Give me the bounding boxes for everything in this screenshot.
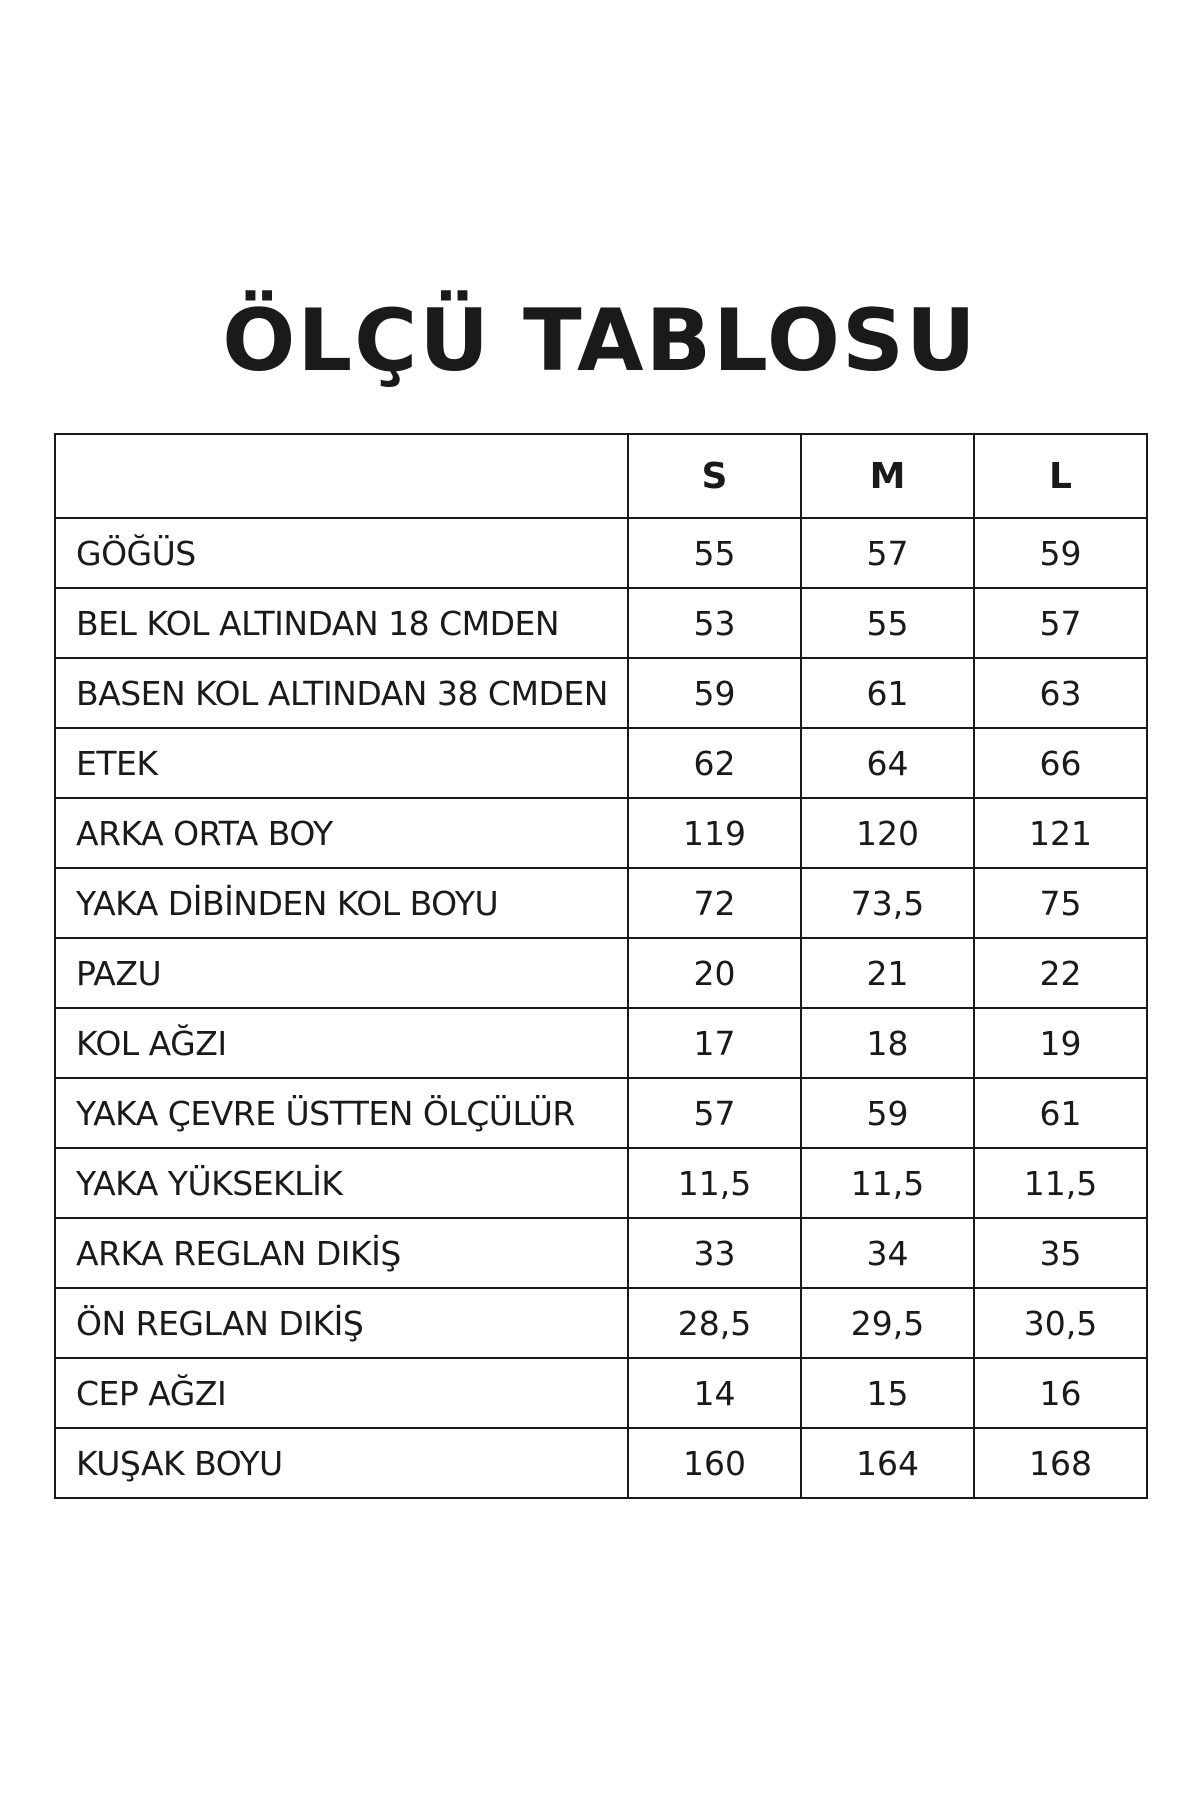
value-cell-m: 15 [801,1358,974,1428]
measurement-label: KOL AĞZI [55,1008,628,1078]
size-chart-table [54,433,1148,1499]
value-cell-l: 11,5 [974,1148,1147,1218]
value-cell-s: 55 [628,518,801,588]
table-row [55,588,1147,658]
measurement-label: PAZU [55,938,628,1008]
measurement-label: ARKA ORTA BOY [55,798,628,868]
measurement-label: YAKA ÇEVRE ÜSTTEN ÖLÇÜLÜR [55,1078,628,1148]
value-cell-s: 20 [628,938,801,1008]
table-row [55,1428,1147,1498]
value-cell-l: 63 [974,658,1147,728]
value-cell-m: 73,5 [801,868,974,938]
table-row [55,868,1147,938]
value-cell-l: 59 [974,518,1147,588]
value-cell-l: 57 [974,588,1147,658]
value-cell-l: 75 [974,868,1147,938]
table-row [55,798,1147,868]
value-cell-l: 61 [974,1078,1147,1148]
value-cell-m: 55 [801,588,974,658]
value-cell-s: 28,5 [628,1288,801,1358]
table-header-row [55,434,1147,518]
measurement-label: BASEN KOL ALTINDAN 38 CMDEN [55,658,628,728]
value-cell-s: 14 [628,1358,801,1428]
measurement-label: ETEK [55,728,628,798]
value-cell-l: 35 [974,1218,1147,1288]
size-header-m: M [801,434,974,518]
value-cell-l: 121 [974,798,1147,868]
value-cell-m: 18 [801,1008,974,1078]
table-row [55,1358,1147,1428]
value-cell-s: 53 [628,588,801,658]
table-row [55,658,1147,728]
table-row [55,1218,1147,1288]
value-cell-m: 61 [801,658,974,728]
table-row [55,1078,1147,1148]
value-cell-m: 34 [801,1218,974,1288]
table-row [55,938,1147,1008]
measurement-label: CEP AĞZI [55,1358,628,1428]
table-row [55,1288,1147,1358]
value-cell-s: 59 [628,658,801,728]
table-row [55,518,1147,588]
value-cell-s: 160 [628,1428,801,1498]
value-cell-m: 164 [801,1428,974,1498]
value-cell-s: 72 [628,868,801,938]
value-cell-m: 59 [801,1078,974,1148]
value-cell-l: 30,5 [974,1288,1147,1358]
value-cell-m: 120 [801,798,974,868]
size-header-s: S [628,434,801,518]
value-cell-m: 21 [801,938,974,1008]
value-cell-l: 168 [974,1428,1147,1498]
page-title: ÖLÇÜ TABLOSU [222,291,978,391]
measurement-label: YAKA DİBİNDEN KOL BOYU [55,868,628,938]
value-cell-l: 66 [974,728,1147,798]
table-row [55,1148,1147,1218]
value-cell-s: 62 [628,728,801,798]
value-cell-l: 19 [974,1008,1147,1078]
value-cell-s: 119 [628,798,801,868]
value-cell-m: 64 [801,728,974,798]
measurement-label: BEL KOL ALTINDAN 18 CMDEN [55,588,628,658]
measurement-label: ARKA REGLAN DIKİŞ [55,1218,628,1288]
value-cell-s: 57 [628,1078,801,1148]
table-row [55,728,1147,798]
value-cell-l: 22 [974,938,1147,1008]
value-cell-l: 16 [974,1358,1147,1428]
value-cell-m: 11,5 [801,1148,974,1218]
header-corner-cell [55,434,628,518]
value-cell-s: 33 [628,1218,801,1288]
table-row [55,1008,1147,1078]
value-cell-s: 17 [628,1008,801,1078]
measurement-label: GÖĞÜS [55,518,628,588]
measurement-label: YAKA YÜKSEKLİK [55,1148,628,1218]
value-cell-m: 29,5 [801,1288,974,1358]
measurement-label: KUŞAK BOYU [55,1428,628,1498]
value-cell-s: 11,5 [628,1148,801,1218]
size-header-l: L [974,434,1147,518]
measurement-label: ÖN REGLAN DIKİŞ [55,1288,628,1358]
value-cell-m: 57 [801,518,974,588]
